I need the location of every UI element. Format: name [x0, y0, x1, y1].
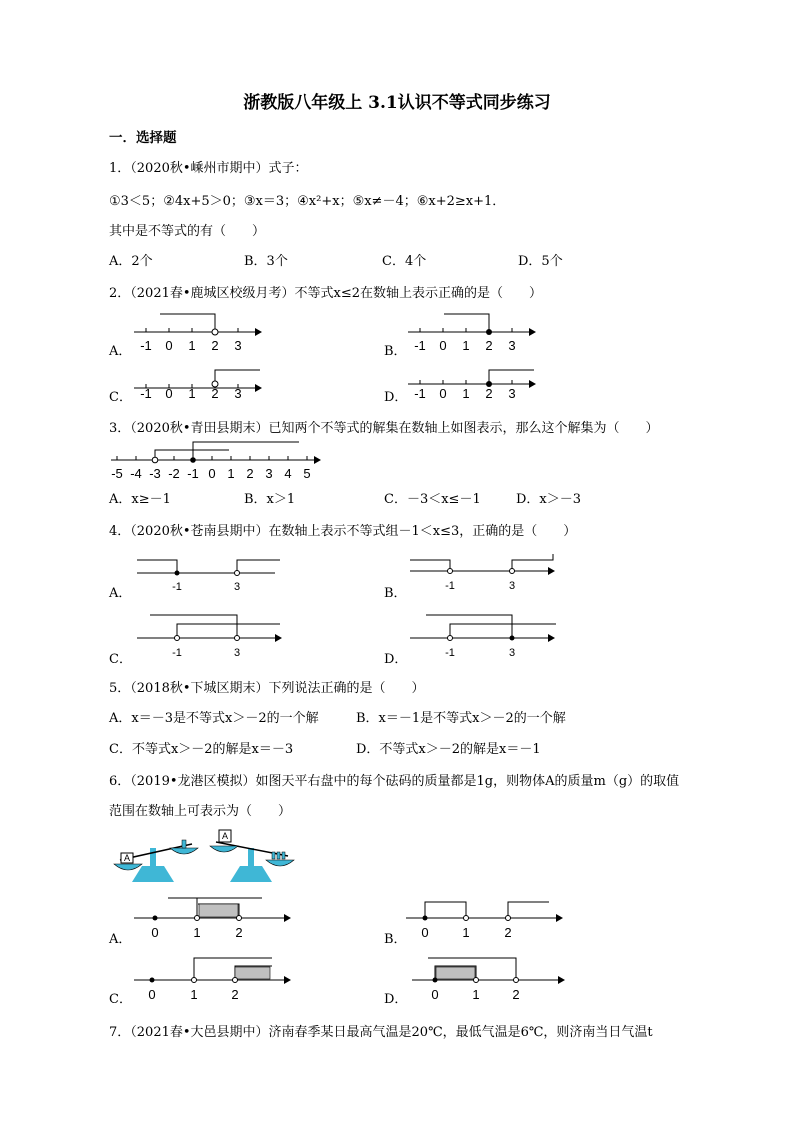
tick-label: 2	[504, 925, 512, 940]
q3-option-a[interactable]: A．x≥－1	[109, 492, 171, 507]
tick-label: 3	[234, 338, 242, 353]
tick-label: -2	[168, 466, 180, 481]
tick-label: 2	[485, 338, 493, 353]
tick-label: 1	[227, 466, 235, 481]
q4-numberline-a	[135, 552, 285, 597]
q2-numberline-b	[404, 308, 544, 358]
tick-label: 1	[190, 987, 198, 1002]
q4-numberline-b	[408, 552, 568, 597]
q3-option-d[interactable]: D．x＞－3	[516, 492, 582, 507]
tick-label: -1	[140, 338, 152, 353]
tick-label: 2	[246, 466, 254, 481]
tick-label: -1	[414, 386, 426, 401]
tick-label: 0	[151, 925, 159, 940]
tick-label: -1	[445, 580, 455, 592]
q6-numberline-b	[404, 890, 569, 945]
q1-items: ①3＜5；②4x+5＞0；③x＝3；④x²+x；⑤x≠－4；⑥x+2≥x+1．	[109, 194, 506, 209]
tick-label: 1	[188, 338, 196, 353]
q6-option-b[interactable]: B．	[384, 932, 407, 947]
tick-label: -1	[140, 386, 152, 401]
q6-numberline-d	[410, 950, 575, 1005]
q3-option-c[interactable]: C．－3＜x≤－1	[384, 492, 481, 507]
q5-stem: 5．（2018秋•下城区期末）下列说法正确的是（ ）	[109, 681, 425, 696]
q6-numberline-c	[132, 950, 297, 1005]
tick-label: 3	[508, 338, 516, 353]
balance-illustration	[112, 826, 312, 888]
tick-label: -5	[111, 466, 123, 481]
tick-label: 1	[462, 925, 470, 940]
section-heading: 一．选择题	[109, 130, 177, 146]
tick-label: -1	[172, 647, 182, 659]
q3-stem: 3．（2020秋•青田县期末）已知两个不等式的解集在数轴上如图表示，那么这个解集为（ ）	[109, 421, 659, 436]
q6-stem-line2: 范围在数轴上可表示为（ ）	[109, 804, 292, 819]
q1-option-c[interactable]: C．4个	[382, 254, 427, 269]
q1-question: 其中是不等式的有（ ）	[109, 224, 266, 239]
q5-option-c[interactable]: C．不等式x＞－2的解是x＝－3	[109, 742, 294, 757]
tick-label: 4	[284, 466, 292, 481]
tick-label: 0	[439, 386, 447, 401]
q2-numberline-d	[404, 364, 544, 414]
tick-label: 3	[508, 580, 516, 592]
q2-option-a[interactable]: A．	[109, 344, 132, 359]
q2-numberline-c	[130, 364, 270, 414]
q5-option-a[interactable]: A．x＝－3是不等式x＞－2的一个解	[109, 711, 319, 726]
q7-stem: 7．（2021春•大邑县期中）济南春季某日最高气温是20℃，最低气温是6℃，则济南当日气温t	[109, 1025, 653, 1040]
page-title: 浙教版八年级上 3.1认识不等式同步练习	[243, 93, 551, 113]
tick-label: 3	[233, 647, 241, 659]
tick-label: 1	[472, 987, 480, 1002]
q6-stem-line1: 6．（2019•龙港区模拟）如图天平右盘中的每个砝码的质量都是1g，则物体A的质量m（g）的取值	[109, 774, 680, 789]
q4-option-c[interactable]: C．	[109, 652, 132, 667]
tick-label: 1	[462, 386, 470, 401]
q1-stem: 1．（2020秋•嵊州市期中）式子：	[109, 161, 308, 176]
tick-label: -1	[414, 338, 426, 353]
tick-label: 2	[211, 386, 219, 401]
tick-label: 0	[148, 987, 156, 1002]
tick-label: 1	[193, 925, 201, 940]
q4-stem: 4．（2020秋•苍南县期中）在数轴上表示不等式组－1＜x≤3，正确的是（ ）	[109, 524, 577, 539]
tick-label: 0	[208, 466, 216, 481]
q2-option-d[interactable]: D．	[384, 390, 408, 405]
tick-label: 0	[431, 987, 439, 1002]
q4-option-a[interactable]: A．	[109, 586, 132, 601]
tick-label: 1	[462, 338, 470, 353]
tick-label: -3	[149, 466, 161, 481]
tick-label: 3	[233, 581, 241, 593]
q3-numberline	[109, 438, 329, 483]
tick-label: 2	[512, 987, 520, 1002]
tick-label: -1	[445, 647, 455, 659]
q6-option-a[interactable]: A．	[109, 932, 132, 947]
tick-label: 1	[188, 386, 196, 401]
q4-numberline-d	[408, 610, 568, 660]
q4-option-b[interactable]: B．	[384, 586, 407, 601]
tick-label: 2	[485, 386, 493, 401]
q5-option-d[interactable]: D．不等式x＞－2的解是x＝－1	[356, 742, 541, 757]
tick-label: 0	[421, 925, 429, 940]
tick-label: 0	[165, 386, 173, 401]
q4-option-d[interactable]: D．	[384, 652, 408, 667]
q1-option-d[interactable]: D．5个	[518, 254, 563, 269]
q6-numberline-a	[132, 890, 297, 945]
tick-label: 0	[439, 338, 447, 353]
tick-label: -1	[172, 581, 182, 593]
weight-label: A	[123, 853, 131, 863]
q5-option-b[interactable]: B．x＝－1是不等式x＞－2的一个解	[356, 711, 566, 726]
q2-option-b[interactable]: B．	[384, 344, 407, 359]
tick-label: -4	[130, 466, 142, 481]
tick-label: 5	[303, 466, 311, 481]
q4-numberline-c	[135, 610, 295, 660]
q6-option-c[interactable]: C．	[109, 992, 132, 1007]
tick-label: 2	[235, 925, 243, 940]
left-balance	[114, 840, 198, 882]
tick-label: 3	[508, 647, 516, 659]
tick-label: 2	[211, 338, 219, 353]
q6-option-d[interactable]: D．	[384, 992, 408, 1007]
right-balance	[210, 830, 294, 882]
tick-label: -1	[187, 466, 199, 481]
q1-option-b[interactable]: B．3个	[244, 254, 288, 269]
tick-label: 3	[234, 386, 242, 401]
tick-label: 3	[508, 386, 516, 401]
q1-option-a[interactable]: A．2个	[109, 254, 153, 269]
q2-stem: 2．（2021春•鹿城区校级月考）不等式x≤2在数轴上表示正确的是（ ）	[109, 286, 543, 301]
q2-option-c[interactable]: C．	[109, 390, 132, 405]
q2-numberline-a	[130, 308, 270, 358]
tick-label: 2	[231, 987, 239, 1002]
weight-label: A	[221, 831, 229, 841]
tick-label: 3	[265, 466, 273, 481]
tick-label: 0	[165, 338, 173, 353]
q3-option-b[interactable]: B．x＞1	[244, 492, 296, 507]
